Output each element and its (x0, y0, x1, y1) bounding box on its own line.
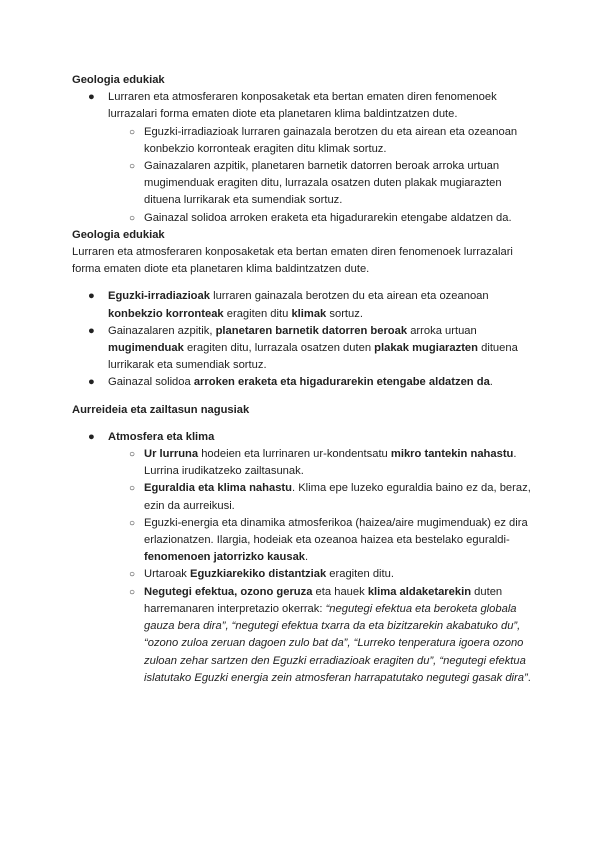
bullet-icon: ● (88, 430, 95, 443)
bullet-icon: ● (88, 290, 95, 303)
section2-paragraph: Lurraren eta atmosferaren konposaketak eta bertan ematen diren fenomenoek lurrazalari forma ematen diote eta planetaren klima baldintzatzen dute. (72, 246, 513, 276)
bullet-icon: ● (88, 376, 95, 389)
circle-bullet-icon: ○ (129, 483, 136, 495)
circle-bullet-icon: ○ (129, 449, 136, 461)
section1-heading: Geologia edukiak (72, 74, 165, 86)
list-item: ● Lurraren eta atmosferaren konposaketak eta bertan ematen diren fenomenoek lurrazalari forma ematen diote eta planetaren klima baldintzatzen dute. (88, 91, 497, 121)
section3-list (72, 429, 532, 687)
list-item: ● Eguzki-irradiazioak lurraren gainazala berotzen du eta airean eta ozeanoan konbekzio korronteak eragiten ditu klimak sortuz. (88, 290, 489, 320)
section2-list (72, 288, 532, 391)
section3-heading: Aurreideia eta zailtasun nagusiak (72, 403, 250, 416)
list-item: ● Atmosfera eta klima (72, 429, 532, 446)
sub-list-item: ○ Eguzki-irradiazioak lurraren gainazala berotzen du eta airean eta ozeanoan konbekzio korronteak eragiten ditu klimak sortuz. (129, 125, 518, 155)
sub-list-item: ○ Urtaroak Eguzkiarekiko distantziak eragiten ditu. (72, 566, 532, 583)
list-item: ● Gainazal solidoa arroken eraketa eta higadurarekin etengabe aldatzen da. (72, 374, 532, 391)
section1-list (72, 89, 532, 227)
sub-list-item: ○ Negutegi efektua, ozono geruza eta hauek klima aldaketarekin duten harremanaren interpretazio okerrak: “negutegi efektua eta beroketa globala gauza bera dira”, “negutegi efektua txarra da eta bizitzarekin akabatuko du”, “ozono zuloa zeruan dagoen zulo bat da”, “Lurreko tenperatura igoera ozono zuloan zehar sartzen den Eguzki erradiazioak eragiten du”, “negutegi efektua islatutako Eguzki energia zein atmosferan harrapatutako negutegi gasak dira”. (129, 585, 531, 684)
circle-bullet-icon: ○ (129, 126, 136, 138)
circle-bullet-icon: ○ (129, 212, 136, 224)
circle-bullet-icon: ○ (129, 161, 136, 173)
sub-list-item: ○ Eguzki-energia eta dinamika atmosferikoa (haizea/aire mugimenduak) ez dira erlazionatzen. Ilargia, hodeiak eta ozeanoa haizea eta bestelako eguraldi-fenomenoen jatorrizko kausak. (129, 516, 528, 564)
bullet-icon: ● (88, 324, 95, 337)
list-item: ● Gainazalaren azpitik, planetaren barnetik datorren beroak arroka urtuan mugimenduak eragiten ditu, lurrazala osatzen duten plakak mugiarazten dituena lurrikarak eta sumendiak sortuz. (88, 324, 518, 372)
circle-bullet-icon: ○ (129, 569, 136, 581)
sub-list-item: ○ Gainazalaren azpitik, planetaren barnetik datorren beroak arroka urtuan mugimenduak eragiten ditu, lurrazala osatzen duten plakak mugiarazten dituena lurrikarak eta sumendiak sortuz. (129, 160, 502, 207)
document-page (72, 72, 532, 687)
bullet-icon: ● (88, 91, 95, 104)
circle-bullet-icon: ○ (129, 517, 136, 529)
sub-list-item: ○ Eguraldia eta klima nahastu. Klima epe luzeko eguraldia baino ez da, beraz, ezin da aurreikusi. (129, 482, 531, 512)
sub-list-item: ○ Ur lurruna hodeien eta lurrinaren ur-kondentsatu mikro tantekin nahastu. Lurrina irudikatzeko zailtasunak. (129, 448, 517, 478)
sub-list-item: ○ Gainazal solidoa arroken eraketa eta higadurarekin etengabe aldatzen da. (72, 210, 532, 227)
circle-bullet-icon: ○ (129, 586, 136, 598)
section2-heading: Geologia edukiak (72, 228, 165, 241)
